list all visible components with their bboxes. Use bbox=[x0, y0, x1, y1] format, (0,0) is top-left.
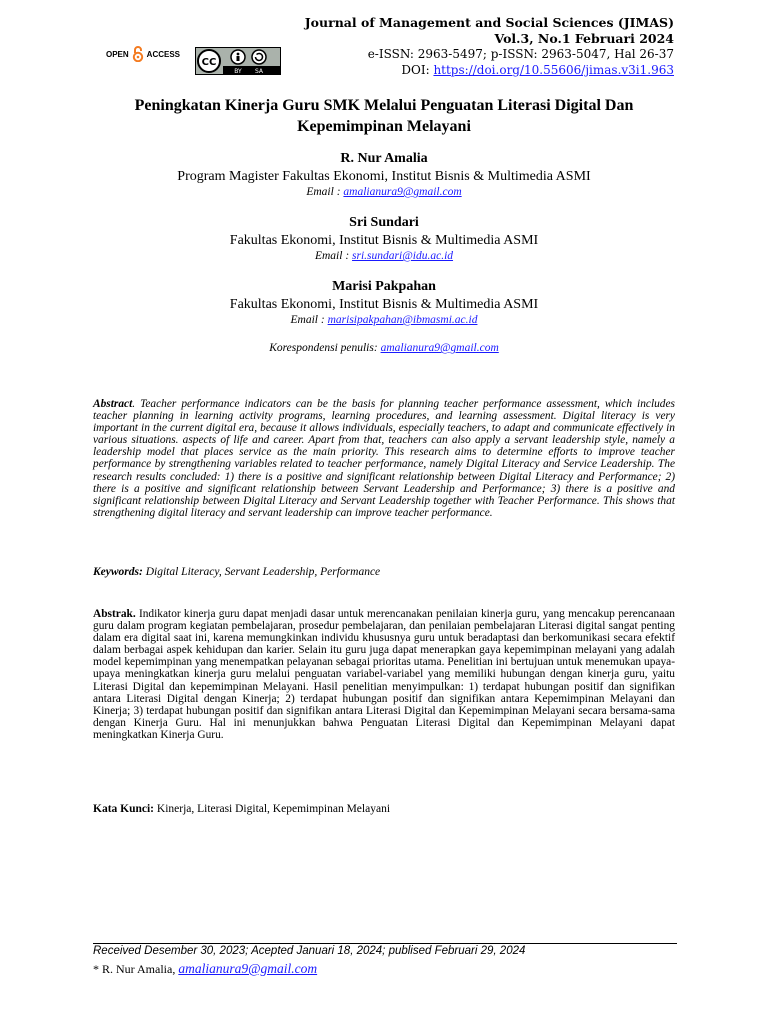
author-block bbox=[80, 278, 688, 328]
author-email-link[interactable]: marisipakpahan@ibmasmi.ac.id bbox=[327, 314, 478, 326]
author-name: R. Nur Amalia bbox=[340, 151, 428, 166]
journal-issn: e-ISSN: 2963-5497; p-ISSN: 2963-5047, Hal 26-37 bbox=[367, 47, 674, 61]
kata-kunci-label: Kata Kunci: bbox=[93, 803, 155, 815]
author-email-line: Email : marisipakpahan@ibmasmi.ac.id bbox=[290, 314, 478, 326]
abstract-text: . Teacher performance indicators can be the basis for planning teacher performance assessment, which includes teacher planning in learning activity programs, learning procedures, and learning assessment. Digital literacy is very important in the current digital era, because it allows individuals, especially teachers, to adapt and communicate effectively in various situations. aspects of life and career. Apart from that, teachers can also apply a servant leadership style, namely a leadership model that places service as the main priority. This research aims to determine efforts to improve teacher performance by strengthening variables related to teacher performance, namely Digital Literacy and Service Leadership. The research results concluded: 1) there is a positive and significant relationship between Digital Literacy and Performance; 2) there is a positive and significant relationship between Servant Leadership and Performance; 3) there is a positive and significant relationship between Digital Literacy and Servant Leadership together with Teacher Performance. This shows that strengthening digital literacy and servant leadership can improve teacher performance. bbox=[93, 398, 675, 519]
abstract-english bbox=[93, 398, 675, 519]
author-email-line: Email : sri.sundari@idu.ac.id bbox=[314, 250, 454, 262]
author-block bbox=[80, 150, 688, 200]
abstract-label: Abstract bbox=[93, 398, 133, 410]
open-access-lock-icon bbox=[132, 46, 144, 62]
doi-link[interactable]: https://doi.org/10.55606/jimas.v3i1.963 bbox=[433, 63, 674, 77]
cc-by-sa-license-icon bbox=[195, 47, 281, 75]
footer-divider bbox=[93, 943, 677, 944]
author-block bbox=[80, 214, 688, 264]
author-email-link[interactable]: amalianura9@gmail.com bbox=[343, 186, 462, 198]
corresponding-author-footnote: * R. Nur Amalia, amalianura9@gmail.com bbox=[93, 961, 318, 976]
kata-kunci-text: Kinerja, Literasi Digital, Kepemimpinan Melayani bbox=[154, 803, 391, 815]
footer-email-link[interactable]: amalianura9@gmail.com bbox=[178, 961, 318, 976]
author-affiliation: Program Magister Fakultas Ekonomi, Institut Bisnis & Multimedia ASMI bbox=[177, 169, 591, 184]
author-affiliation: Fakultas Ekonomi, Institut Bisnis & Multimedia ASMI bbox=[229, 233, 539, 248]
journal-name: Journal of Management and Social Sciences (JIMAS) bbox=[304, 15, 674, 30]
paper-title: Peningkatan Kinerja Guru SMK Melalui Penguatan Literasi Digital Dan Kepemimpinan Melayani bbox=[134, 97, 634, 135]
author-name: Marisi Pakpahan bbox=[332, 279, 436, 294]
received-dates: Received Desember 30, 2023; Acepted Januari 18, 2024; publised Februari 29, 2024 bbox=[93, 945, 526, 957]
author-email-line: Email : amalianura9@gmail.com bbox=[306, 186, 462, 198]
keywords-label: Keywords: bbox=[93, 566, 143, 578]
abstrak-label: Abstrak. bbox=[93, 608, 136, 620]
author-email-link[interactable]: sri.sundari@idu.ac.id bbox=[352, 250, 454, 262]
correspondence-line: Korespondensi penulis: amalianura9@gmail.com bbox=[269, 342, 499, 354]
keywords-text: Digital Literacy, Servant Leadership, Performance bbox=[142, 566, 381, 578]
correspondence-email-link[interactable]: amalianura9@gmail.com bbox=[380, 342, 499, 354]
abstrak-text: Indikator kinerja guru dapat menjadi dasar untuk merencanakan penilaian kinerja guru, yang mencakup perencanaan guru dalam program kegiatan pembelajaran, prosedur pembelajaran, dan penilaian pembelajaran Literasi digital sangat penting dalam era digital saat ini, karena memungkinkan individu khususnya guru untuk beradaptasi dan berkomunikasi secara efektif dalam berbagai aspek kehidupan dan karier. Selain itu guru juga dapat menerapkan gaya kepemimpinan melayani yang adalah model kepemimpinan yang menempatkan pelayanan sebagai prioritas utama. Penelitian ini bertujuan untuk menemukan upaya-upaya meningkatkan kinerja guru melalui penguatan variabel-variabel yang memiliki hubungan dengan kinerja guru, yaitu Literasi Digital dan kepemimpinan Melayani. Hasil penelitian menyimpulkan: 1) terdapat hubungan positif dan signifikan antara Literasi Digital dengan Kinerja; 2) terdapat hubungan positif dan signifikan antara Kepemimpinan Melayani dan Kinerja; 3) terdapat hubungan positif dan signifikan antara Literasi Digital dan Kepemimpinan Melayani secara bersama-sama dengan Kinerja Guru. Hal ini menunjukkan bahwa Penguatan Literasi Digital dan Kepemimpinan Melayani dapat meningkatkan Kinerja Guru. bbox=[93, 608, 675, 741]
author-name: Sri Sundari bbox=[349, 215, 419, 230]
abstract-indonesian bbox=[93, 608, 675, 741]
journal-doi: DOI: https://doi.org/10.55606/jimas.v3i1.963 bbox=[401, 63, 674, 77]
svg-text:CC: CC bbox=[201, 57, 217, 68]
svg-text:BY: BY bbox=[234, 68, 242, 75]
svg-text:SA: SA bbox=[254, 68, 264, 75]
keywords-english bbox=[93, 566, 675, 578]
keywords-indonesian bbox=[93, 803, 675, 815]
open-access-logo: OPEN ACCESS bbox=[106, 46, 180, 62]
author-affiliation: Fakultas Ekonomi, Institut Bisnis & Multimedia ASMI bbox=[229, 297, 539, 312]
journal-header bbox=[305, 14, 674, 78]
journal-volume: Vol.3, No.1 Februari 2024 bbox=[494, 31, 674, 46]
